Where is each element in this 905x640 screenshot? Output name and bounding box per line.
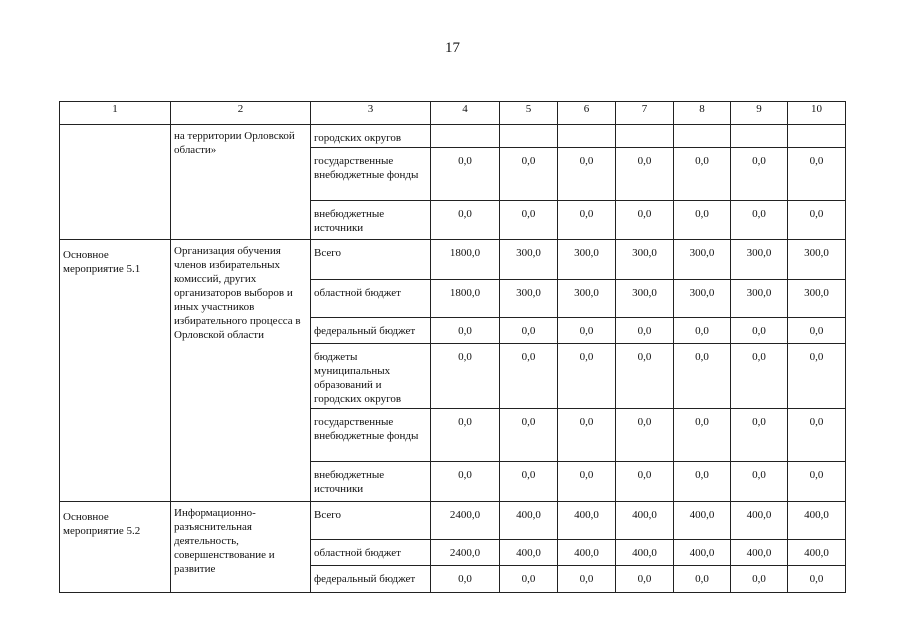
value-cell bbox=[431, 125, 500, 148]
value-text: 300,0 bbox=[804, 287, 829, 299]
value-cell bbox=[500, 502, 558, 540]
value-text: 300,0 bbox=[689, 247, 715, 259]
value-text: 400,0 bbox=[574, 509, 599, 521]
value-text: 400,0 bbox=[574, 547, 599, 559]
value-text bbox=[500, 125, 557, 131]
funding-source-label: государственные внебюджетные фонды bbox=[314, 155, 419, 181]
funding-source-label: областной бюджет bbox=[314, 547, 401, 559]
value-text bbox=[731, 125, 787, 131]
value-cell bbox=[674, 201, 731, 240]
value-cell bbox=[431, 318, 500, 344]
value-cell bbox=[788, 280, 846, 318]
value-text: 300,0 bbox=[632, 247, 657, 259]
value-cell bbox=[731, 502, 788, 540]
table-row bbox=[60, 240, 846, 280]
value-cell bbox=[674, 409, 731, 462]
header-cell: 9 bbox=[731, 102, 788, 125]
header-cell: 2 bbox=[171, 102, 311, 125]
value-text: 0,0 bbox=[637, 155, 652, 167]
value-text: 0,0 bbox=[458, 469, 472, 481]
value-text: 0,0 bbox=[637, 325, 652, 337]
value-text: 0,0 bbox=[809, 208, 824, 220]
funding-source-label: государственные внебюджетные фонды bbox=[314, 416, 419, 442]
description-cell bbox=[171, 240, 311, 502]
activity-cell bbox=[60, 240, 171, 502]
value-text: 0,0 bbox=[695, 155, 709, 167]
value-cell bbox=[731, 240, 788, 280]
value-cell bbox=[500, 125, 558, 148]
funding-source-cell bbox=[311, 566, 431, 593]
header-row bbox=[60, 102, 846, 125]
value-text: 0,0 bbox=[752, 469, 766, 481]
value-text: 0,0 bbox=[521, 416, 536, 428]
header-cell: 10 bbox=[788, 102, 846, 125]
value-cell bbox=[431, 344, 500, 409]
funding-source-cell bbox=[311, 502, 431, 540]
value-cell bbox=[558, 566, 616, 593]
value-cell bbox=[731, 280, 788, 318]
value-cell bbox=[788, 201, 846, 240]
value-text: 300,0 bbox=[746, 247, 772, 259]
value-cell bbox=[431, 502, 500, 540]
value-cell bbox=[616, 240, 674, 280]
value-text: 400,0 bbox=[516, 509, 541, 521]
value-cell bbox=[558, 148, 616, 201]
value-text: 0,0 bbox=[752, 351, 766, 363]
value-text: 0,0 bbox=[637, 469, 652, 481]
value-text bbox=[674, 125, 730, 131]
value-text bbox=[431, 125, 499, 131]
value-text: 0,0 bbox=[458, 155, 472, 167]
value-text: 0,0 bbox=[579, 155, 594, 167]
value-cell bbox=[731, 462, 788, 502]
value-text: 0,0 bbox=[458, 325, 472, 337]
value-cell bbox=[558, 462, 616, 502]
value-cell bbox=[616, 409, 674, 462]
value-cell bbox=[558, 318, 616, 344]
value-cell bbox=[731, 344, 788, 409]
table-row bbox=[60, 502, 846, 540]
value-text: 300,0 bbox=[632, 287, 657, 299]
value-text: 0,0 bbox=[809, 351, 824, 363]
funding-source-cell bbox=[311, 201, 431, 240]
header-cell: 3 bbox=[311, 102, 431, 125]
value-text: 0,0 bbox=[579, 416, 594, 428]
value-text: 300,0 bbox=[574, 287, 599, 299]
value-cell bbox=[788, 148, 846, 201]
value-cell bbox=[616, 201, 674, 240]
value-cell bbox=[558, 540, 616, 566]
value-text: 0,0 bbox=[521, 155, 536, 167]
value-text: 0,0 bbox=[458, 573, 472, 585]
value-text: 300,0 bbox=[516, 247, 541, 259]
value-cell bbox=[431, 409, 500, 462]
value-cell bbox=[674, 318, 731, 344]
value-text: 400,0 bbox=[746, 509, 772, 521]
value-text: 0,0 bbox=[521, 351, 536, 363]
funding-source-label: бюджеты муниципальных образований и городских округов bbox=[314, 351, 402, 405]
value-cell bbox=[674, 148, 731, 201]
value-text: 0,0 bbox=[695, 469, 709, 481]
value-cell bbox=[731, 409, 788, 462]
value-cell bbox=[431, 462, 500, 502]
value-text: 0,0 bbox=[695, 416, 709, 428]
activity-label: Основное мероприятие 5.1 bbox=[63, 249, 141, 275]
value-cell bbox=[788, 502, 846, 540]
value-cell bbox=[788, 240, 846, 280]
funding-source-label: городских округов bbox=[314, 132, 402, 144]
funding-source-cell bbox=[311, 125, 431, 148]
value-cell bbox=[558, 409, 616, 462]
value-text: 0,0 bbox=[637, 573, 652, 585]
value-text: 0,0 bbox=[637, 416, 652, 428]
value-cell bbox=[788, 566, 846, 593]
funding-source-label: Всего bbox=[314, 247, 341, 259]
value-text bbox=[558, 125, 615, 131]
description-text: Организация обучения членов избирательных комиссий, других организаторов выборов и иных участников избирательного процесса в Орловской области bbox=[174, 245, 301, 341]
value-cell bbox=[500, 540, 558, 566]
value-text: 0,0 bbox=[695, 208, 709, 220]
header-cell: 5 bbox=[500, 102, 558, 125]
funding-source-label: Всего bbox=[314, 509, 341, 521]
value-text: 0,0 bbox=[809, 155, 824, 167]
value-cell bbox=[500, 240, 558, 280]
value-text: 2400,0 bbox=[449, 509, 481, 521]
value-cell bbox=[731, 540, 788, 566]
value-text: 300,0 bbox=[689, 287, 715, 299]
funding-source-cell bbox=[311, 344, 431, 409]
value-cell bbox=[558, 125, 616, 148]
value-cell bbox=[500, 201, 558, 240]
value-text: 0,0 bbox=[579, 325, 594, 337]
funding-source-cell bbox=[311, 240, 431, 280]
value-cell bbox=[616, 462, 674, 502]
value-text: 0,0 bbox=[809, 325, 824, 337]
value-text: 0,0 bbox=[579, 469, 594, 481]
value-text: 0,0 bbox=[521, 208, 536, 220]
value-cell bbox=[431, 566, 500, 593]
value-text: 0,0 bbox=[579, 208, 594, 220]
activity-cell bbox=[60, 125, 171, 240]
funding-source-cell bbox=[311, 280, 431, 318]
value-text: 0,0 bbox=[809, 573, 824, 585]
value-text: 400,0 bbox=[689, 547, 715, 559]
value-text: 0,0 bbox=[752, 208, 766, 220]
value-text: 300,0 bbox=[746, 287, 772, 299]
header-cell: 4 bbox=[431, 102, 500, 125]
value-cell bbox=[431, 240, 500, 280]
value-cell bbox=[616, 280, 674, 318]
value-cell bbox=[500, 409, 558, 462]
value-text: 0,0 bbox=[752, 573, 766, 585]
value-cell bbox=[616, 148, 674, 201]
value-cell bbox=[674, 125, 731, 148]
value-cell bbox=[788, 344, 846, 409]
value-text bbox=[788, 125, 845, 131]
table-row bbox=[60, 125, 846, 148]
value-text: 400,0 bbox=[804, 509, 829, 521]
value-cell bbox=[431, 280, 500, 318]
value-text: 400,0 bbox=[689, 509, 715, 521]
value-cell bbox=[674, 502, 731, 540]
funding-source-label: федеральный бюджет bbox=[314, 573, 416, 585]
value-text: 0,0 bbox=[521, 573, 536, 585]
header-cell: 1 bbox=[60, 102, 171, 125]
value-cell bbox=[731, 148, 788, 201]
value-cell bbox=[616, 540, 674, 566]
value-cell bbox=[674, 566, 731, 593]
value-text: 0,0 bbox=[458, 208, 472, 220]
value-text: 0,0 bbox=[521, 469, 536, 481]
value-cell bbox=[558, 201, 616, 240]
value-cell bbox=[431, 201, 500, 240]
value-text: 0,0 bbox=[752, 155, 766, 167]
value-cell bbox=[558, 240, 616, 280]
value-cell bbox=[674, 240, 731, 280]
value-text: 0,0 bbox=[579, 351, 594, 363]
funding-source-cell bbox=[311, 540, 431, 566]
funding-source-cell bbox=[311, 462, 431, 502]
value-cell bbox=[788, 462, 846, 502]
value-text: 0,0 bbox=[695, 325, 709, 337]
value-cell bbox=[731, 318, 788, 344]
description-cell bbox=[171, 125, 311, 240]
value-cell bbox=[500, 148, 558, 201]
value-cell bbox=[500, 318, 558, 344]
value-cell bbox=[616, 502, 674, 540]
value-text: 400,0 bbox=[632, 509, 657, 521]
value-cell bbox=[558, 280, 616, 318]
value-cell bbox=[616, 125, 674, 148]
value-text: 0,0 bbox=[695, 573, 709, 585]
value-cell bbox=[500, 344, 558, 409]
value-text: 300,0 bbox=[574, 247, 599, 259]
funding-source-label: внебюджетные источники bbox=[314, 469, 385, 495]
value-cell bbox=[788, 125, 846, 148]
value-cell bbox=[616, 318, 674, 344]
header-cell: 8 bbox=[674, 102, 731, 125]
funding-source-cell bbox=[311, 318, 431, 344]
page-number: 17 bbox=[445, 40, 460, 56]
value-text: 0,0 bbox=[458, 416, 472, 428]
value-cell bbox=[674, 540, 731, 566]
funding-source-label: внебюджетные источники bbox=[314, 208, 385, 234]
activity-label bbox=[60, 125, 170, 133]
value-cell bbox=[500, 462, 558, 502]
value-cell bbox=[616, 566, 674, 593]
value-text: 0,0 bbox=[752, 416, 766, 428]
value-text: 300,0 bbox=[804, 247, 829, 259]
description-text: на территории Орловской области» bbox=[174, 130, 295, 156]
value-text: 0,0 bbox=[695, 351, 709, 363]
description-text: Информационно-разъяснительная деятельность, совершенствование и развитие bbox=[174, 507, 275, 575]
funding-source-cell bbox=[311, 409, 431, 462]
value-text: 400,0 bbox=[632, 547, 657, 559]
value-cell bbox=[788, 409, 846, 462]
value-text: 0,0 bbox=[637, 351, 652, 363]
value-cell bbox=[500, 280, 558, 318]
value-text: 0,0 bbox=[521, 325, 536, 337]
value-text: 0,0 bbox=[579, 573, 594, 585]
value-text: 2400,0 bbox=[449, 547, 481, 559]
value-cell bbox=[558, 344, 616, 409]
value-text: 1800,0 bbox=[449, 247, 481, 259]
budget-table bbox=[59, 101, 846, 593]
funding-source-label: областной бюджет bbox=[314, 287, 401, 299]
value-cell bbox=[558, 502, 616, 540]
description-cell bbox=[171, 502, 311, 593]
value-text: 400,0 bbox=[516, 547, 541, 559]
value-cell bbox=[500, 566, 558, 593]
value-cell bbox=[788, 540, 846, 566]
value-cell bbox=[731, 125, 788, 148]
value-cell bbox=[674, 280, 731, 318]
value-cell bbox=[731, 201, 788, 240]
value-cell bbox=[431, 148, 500, 201]
value-text: 1800,0 bbox=[449, 287, 481, 299]
value-text bbox=[616, 125, 673, 131]
value-cell bbox=[674, 462, 731, 502]
value-cell bbox=[431, 540, 500, 566]
value-text: 400,0 bbox=[804, 547, 829, 559]
value-text: 300,0 bbox=[516, 287, 541, 299]
activity-cell bbox=[60, 502, 171, 593]
value-cell bbox=[731, 566, 788, 593]
header-cell: 7 bbox=[616, 102, 674, 125]
value-cell bbox=[616, 344, 674, 409]
funding-source-cell bbox=[311, 148, 431, 201]
value-text: 0,0 bbox=[458, 351, 472, 363]
value-text: 0,0 bbox=[637, 208, 652, 220]
funding-source-label: федеральный бюджет bbox=[314, 325, 416, 337]
value-text: 0,0 bbox=[809, 416, 824, 428]
value-cell bbox=[788, 318, 846, 344]
value-text: 0,0 bbox=[809, 469, 824, 481]
activity-label: Основное мероприятие 5.2 bbox=[63, 511, 141, 537]
header-cell: 6 bbox=[558, 102, 616, 125]
value-text: 0,0 bbox=[752, 325, 766, 337]
value-cell bbox=[674, 344, 731, 409]
value-text: 400,0 bbox=[746, 547, 772, 559]
